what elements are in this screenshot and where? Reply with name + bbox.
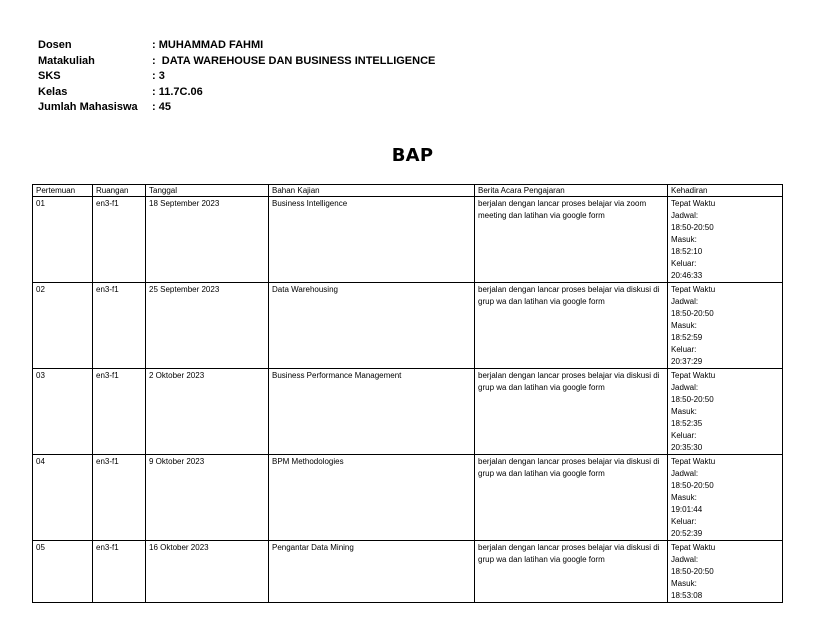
kehadiran-status: Tepat Waktu bbox=[671, 457, 716, 466]
table-row bbox=[33, 283, 783, 369]
cell-tanggal: 9 Oktober 2023 bbox=[146, 455, 269, 541]
cell-ruangan: en3-f1 bbox=[93, 369, 146, 455]
kehadiran-jadwal-label: Jadwal: bbox=[671, 211, 699, 220]
kehadiran-masuk-label: Masuk: bbox=[671, 579, 697, 588]
dosen-value: : MUHAMMAD FAHMI bbox=[152, 39, 264, 51]
cell-pertemuan: 03 bbox=[33, 369, 93, 455]
sks-value: : 3 bbox=[152, 70, 165, 82]
kehadiran-jadwal-label: Jadwal: bbox=[671, 555, 699, 564]
cell-ruangan: en3-f1 bbox=[93, 541, 146, 603]
kehadiran-keluar-value: 20:46:33 bbox=[671, 271, 703, 280]
kehadiran-keluar-value: 20:52:39 bbox=[671, 529, 703, 538]
cell-pertemuan: 04 bbox=[33, 455, 93, 541]
table-row bbox=[33, 541, 783, 603]
kehadiran-keluar-label: Keluar: bbox=[671, 345, 697, 354]
kehadiran-jadwal-label: Jadwal: bbox=[671, 469, 699, 478]
bap-table bbox=[32, 184, 783, 603]
header-ruangan: Ruangan bbox=[93, 185, 146, 197]
jumlah-mahasiswa-row bbox=[38, 100, 435, 116]
kehadiran-masuk-label: Masuk: bbox=[671, 493, 697, 502]
header-tanggal: Tanggal bbox=[146, 185, 269, 197]
cell-kehadiran bbox=[668, 369, 783, 455]
header-berita-acara: Berita Acara Pengajaran bbox=[475, 185, 668, 197]
jumlah-mahasiswa-value: : 45 bbox=[152, 101, 171, 113]
kehadiran-status: Tepat Waktu bbox=[671, 543, 716, 552]
cell-tanggal: 18 September 2023 bbox=[146, 197, 269, 283]
sks-label: SKS bbox=[38, 70, 61, 82]
cell-bahan-kajian: Data Warehousing bbox=[269, 283, 475, 369]
table-row bbox=[33, 369, 783, 455]
page-title: BAP bbox=[391, 145, 434, 166]
header-bahan-kajian: Bahan Kajian bbox=[269, 185, 475, 197]
cell-berita-acara: berjalan dengan lancar proses belajar via diskusi di grup wa dan latihan via google form bbox=[475, 455, 668, 541]
cell-pertemuan: 05 bbox=[33, 541, 93, 603]
kehadiran-jadwal-value: 18:50-20:50 bbox=[671, 567, 714, 576]
kehadiran-jadwal-value: 18:50-20:50 bbox=[671, 395, 714, 404]
course-info bbox=[38, 38, 435, 116]
kelas-row bbox=[38, 85, 435, 101]
cell-bahan-kajian: Pengantar Data Mining bbox=[269, 541, 475, 603]
kehadiran-keluar-label: Keluar: bbox=[671, 517, 697, 526]
kehadiran-masuk-value: 18:52:59 bbox=[671, 333, 703, 342]
matakuliah-label: Matakuliah bbox=[38, 54, 95, 67]
cell-ruangan: en3-f1 bbox=[93, 283, 146, 369]
kehadiran-keluar-value: 20:37:29 bbox=[671, 357, 703, 366]
kehadiran-jadwal-value: 18:50-20:50 bbox=[671, 481, 714, 490]
kehadiran-keluar-label: Keluar: bbox=[671, 259, 697, 268]
kehadiran-keluar-value: 20:35:30 bbox=[671, 443, 703, 452]
matakuliah-value: : DATA WAREHOUSE DAN BUSINESS INTELLIGENCE bbox=[152, 54, 436, 67]
table-row bbox=[33, 455, 783, 541]
kehadiran-jadwal-value: 18:50-20:50 bbox=[671, 223, 714, 232]
kehadiran-keluar-label: Keluar: bbox=[671, 431, 697, 440]
kehadiran-masuk-label: Masuk: bbox=[671, 235, 697, 244]
table-header-row bbox=[33, 185, 783, 197]
kehadiran-masuk-value: 19:01:44 bbox=[671, 505, 703, 514]
cell-berita-acara: berjalan dengan lancar proses belajar via diskusi di grup wa dan latihan via google form bbox=[475, 369, 668, 455]
kehadiran-masuk-label: Masuk: bbox=[671, 321, 697, 330]
dosen-label: Dosen bbox=[38, 39, 72, 51]
cell-bahan-kajian: Business Performance Management bbox=[269, 369, 475, 455]
kehadiran-jadwal-label: Jadwal: bbox=[671, 383, 699, 392]
cell-kehadiran bbox=[668, 283, 783, 369]
cell-berita-acara: berjalan dengan lancar proses belajar via diskusi di grup wa dan latihan via google form bbox=[475, 541, 668, 603]
kehadiran-masuk-label: Masuk: bbox=[671, 407, 697, 416]
cell-kehadiran bbox=[668, 455, 783, 541]
cell-bahan-kajian: BPM Methodologies bbox=[269, 455, 475, 541]
cell-tanggal: 2 Oktober 2023 bbox=[146, 369, 269, 455]
cell-berita-acara: berjalan dengan lancar proses belajar via zoom meeting dan latihan via google form bbox=[475, 197, 668, 283]
cell-pertemuan: 01 bbox=[33, 197, 93, 283]
cell-ruangan: en3-f1 bbox=[93, 455, 146, 541]
header-kehadiran: Kehadiran bbox=[668, 185, 783, 197]
kehadiran-masuk-value: 18:52:35 bbox=[671, 419, 703, 428]
kehadiran-masuk-value: 18:52:10 bbox=[671, 247, 703, 256]
cell-bahan-kajian: Business Intelligence bbox=[269, 197, 475, 283]
matakuliah-row bbox=[38, 54, 435, 70]
kehadiran-status: Tepat Waktu bbox=[671, 371, 716, 380]
kehadiran-jadwal-label: Jadwal: bbox=[671, 297, 699, 306]
kehadiran-status: Tepat Waktu bbox=[671, 285, 716, 294]
header-pertemuan: Pertemuan bbox=[33, 185, 93, 197]
cell-tanggal: 25 September 2023 bbox=[146, 283, 269, 369]
cell-kehadiran bbox=[668, 197, 783, 283]
kehadiran-jadwal-value: 18:50-20:50 bbox=[671, 309, 714, 318]
cell-kehadiran bbox=[668, 541, 783, 603]
sks-row bbox=[38, 69, 435, 85]
cell-pertemuan: 02 bbox=[33, 283, 93, 369]
kehadiran-status: Tepat Waktu bbox=[671, 199, 716, 208]
kelas-value: : 11.7C.06 bbox=[152, 85, 203, 98]
kelas-label: Kelas bbox=[38, 85, 68, 98]
kehadiran-masuk-value: 18:53:08 bbox=[671, 591, 703, 600]
dosen-row bbox=[38, 38, 435, 54]
cell-berita-acara: berjalan dengan lancar proses belajar via diskusi di grup wa dan latihan via google form bbox=[475, 283, 668, 369]
cell-tanggal: 16 Oktober 2023 bbox=[146, 541, 269, 603]
jumlah-mahasiswa-label: Jumlah Mahasiswa bbox=[38, 101, 138, 113]
table-row bbox=[33, 197, 783, 283]
cell-ruangan: en3-f1 bbox=[93, 197, 146, 283]
